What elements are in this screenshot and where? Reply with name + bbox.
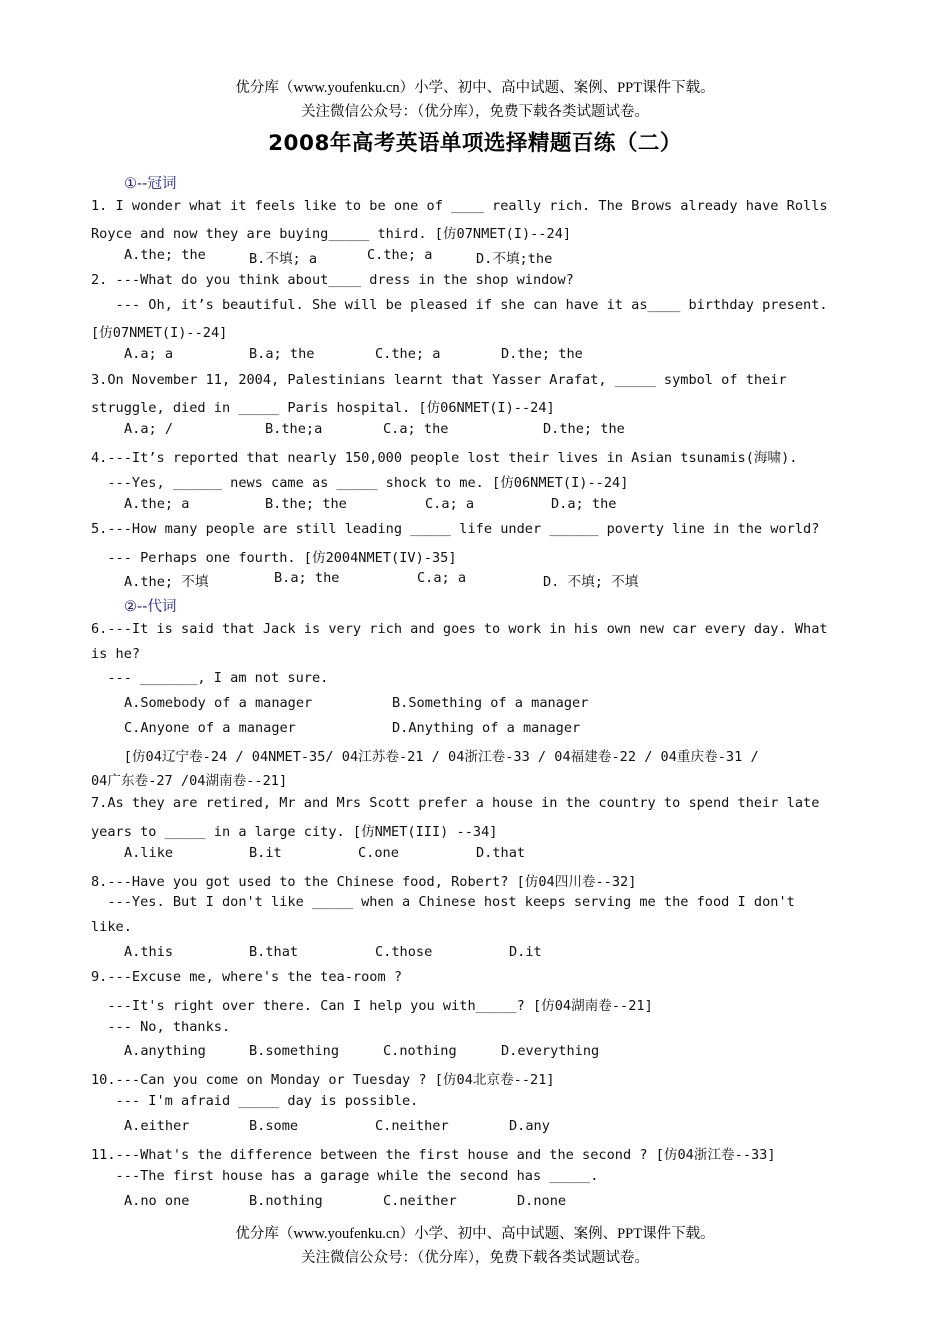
q7-option-d: D.that [476,845,526,861]
q9-option-c: C.nothing [383,1043,457,1059]
header-line-2: 关注微信公众号：（优分库），免费下载各类试题试卷。 [301,104,649,120]
q4-option-a: A.the; a [124,496,190,512]
q4-option-d: D.a; the [551,496,617,512]
q6-line-1: 6.---It is said that Jack is very rich and goes to work in his own new car every day. What [91,621,828,637]
q8-option-c: C.those [375,944,433,960]
q3-option-c: C.a; the [383,421,449,437]
q8-line-2: ---Yes. But I don't like _____ when a Chinese host keeps serving me the food I don't [91,894,795,910]
q6-option-a: A.Somebody of a manager [124,695,313,711]
q1-option-c: C.the; a [367,247,433,263]
q2-line-3: [仿07NMET(I)--24] [91,325,228,341]
q1-line-1: 1. I wonder what it feels like to be one of ____ really rich. The Brows already have Rolls [91,198,828,214]
q2-option-c: C.the; a [375,346,441,362]
q6-option-c: C.Anyone of a manager [124,720,296,736]
q10-option-c: C.neither [375,1118,449,1134]
q7-option-a: A.like [124,845,174,861]
q5-option-b: B.a; the [274,570,340,586]
q7-line-2: years to _____ in a large city. [仿NMET(III) --34] [91,824,498,840]
q9-option-b: B.something [249,1043,340,1059]
q4-line-2: ---Yes, ______ news came as _____ shock to me. [仿06NMET(I)--24] [91,475,629,491]
q9-option-a: A.anything [124,1043,206,1059]
q1-option-a: A.the; the [124,247,206,263]
q5-option-a: A.the; 不填 [124,574,209,590]
q10-line-2: --- I'm afraid _____ day is possible. [91,1093,419,1109]
q7-line-1: 7.As they are retired, Mr and Mrs Scott prefer a house in the country to spend their late [91,795,820,811]
q3-line-1: 3.On November 11, 2004, Palestinians learnt that Yasser Arafat, _____ symbol of their [91,372,787,388]
header-line-1: 优分库（www.youfenku.cn）小学、初中、高中试题、案例、PPT课件下载。 [235,80,715,96]
q11-option-a: A.no one [124,1193,190,1209]
q6-option-b: B.Something of a manager [392,695,589,711]
q3-option-a: A.a; / [124,421,174,437]
q5-option-c: C.a; a [417,570,467,586]
q2-line-1: 2. ---What do you think about____ dress in the shop window? [91,272,574,288]
q1-option-b: B.不填; a [249,251,318,267]
q6-reference-2: 04广东卷-27 /04湖南卷--21] [91,773,288,789]
q10-option-b: B.some [249,1118,299,1134]
q6-line-3: --- _______, I am not sure. [91,670,329,686]
q8-line-1: 8.---Have you got used to the Chinese food, Robert? [仿04四川卷--32] [91,874,637,890]
q8-option-a: A.this [124,944,174,960]
q7-option-b: B.it [249,845,282,861]
page-title: 2008年高考英语单项选择精题百练（二） [268,131,682,156]
q4-option-b: B.the; the [265,496,347,512]
q1-line-2: Royce and now they are buying_____ third. [仿07NMET(I)--24] [91,226,572,242]
q9-option-d: D.everything [501,1043,600,1059]
q9-line-3: --- No, thanks. [91,1019,231,1035]
footer-line-2: 关注微信公众号：（优分库），免费下载各类试题试卷。 [301,1250,649,1266]
q1-option-d: D.不填;the [476,251,553,267]
q11-line-1: 11.---What's the difference between the first house and the second ? [仿04浙江卷--33] [91,1147,776,1163]
q3-line-2: struggle, died in _____ Paris hospital. [仿06NMET(I)--24] [91,400,555,416]
q3-option-b: B.the;a [265,421,323,437]
q8-option-d: D.it [509,944,542,960]
q11-option-b: B.nothing [249,1193,323,1209]
q6-reference-1: [仿04辽宁卷-24 / 04NMET-35/ 04江苏卷-21 / 04浙江卷-33 / 04福建卷-22 / 04重庆卷-31 / [91,749,759,765]
q6-option-d: D.Anything of a manager [392,720,581,736]
q11-line-2: ---The first house has a garage while the second has _____. [91,1168,599,1184]
q10-line-1: 10.---Can you come on Monday or Tuesday ? [仿04北京卷--21] [91,1072,555,1088]
q11-option-c: C.neither [383,1193,457,1209]
q9-line-1: 9.---Excuse me, where's the tea-room ? [91,969,402,985]
q7-option-c: C.one [358,845,399,861]
q5-line-1: 5.---How many people are still leading _____ life under ______ poverty line in the world? [91,521,820,537]
q9-line-2: ---It's right over there. Can I help you with_____? [仿04湖南卷--21] [91,998,653,1014]
footer-line-1: 优分库（www.youfenku.cn）小学、初中、高中试题、案例、PPT课件下载。 [235,1226,715,1242]
q8-option-b: B.that [249,944,299,960]
q3-option-d: D.the; the [543,421,625,437]
q11-option-d: D.none [517,1193,567,1209]
q5-option-d: D. 不填; 不填 [543,574,639,590]
q2-option-a: A.a; a [124,346,174,362]
q4-option-c: C.a; a [425,496,475,512]
q5-line-2: --- Perhaps one fourth. [仿2004NMET(IV)-35] [91,550,457,566]
section-pronouns-heading: ②--代词 [124,599,177,615]
q6-line-2: is he? [91,646,141,662]
q10-option-a: A.either [124,1118,190,1134]
q4-line-1: 4.---It’s reported that nearly 150,000 people lost their lives in Asian tsunamis(海啸). [91,450,798,466]
q2-option-b: B.a; the [249,346,315,362]
q10-option-d: D.any [509,1118,550,1134]
q2-line-2: --- Oh, it’s beautiful. She will be pleased if she can have it as____ birthday present. [91,297,828,313]
section-articles-heading: ①--冠词 [124,176,177,192]
q2-option-d: D.the; the [501,346,583,362]
q8-line-3: like. [91,919,132,935]
